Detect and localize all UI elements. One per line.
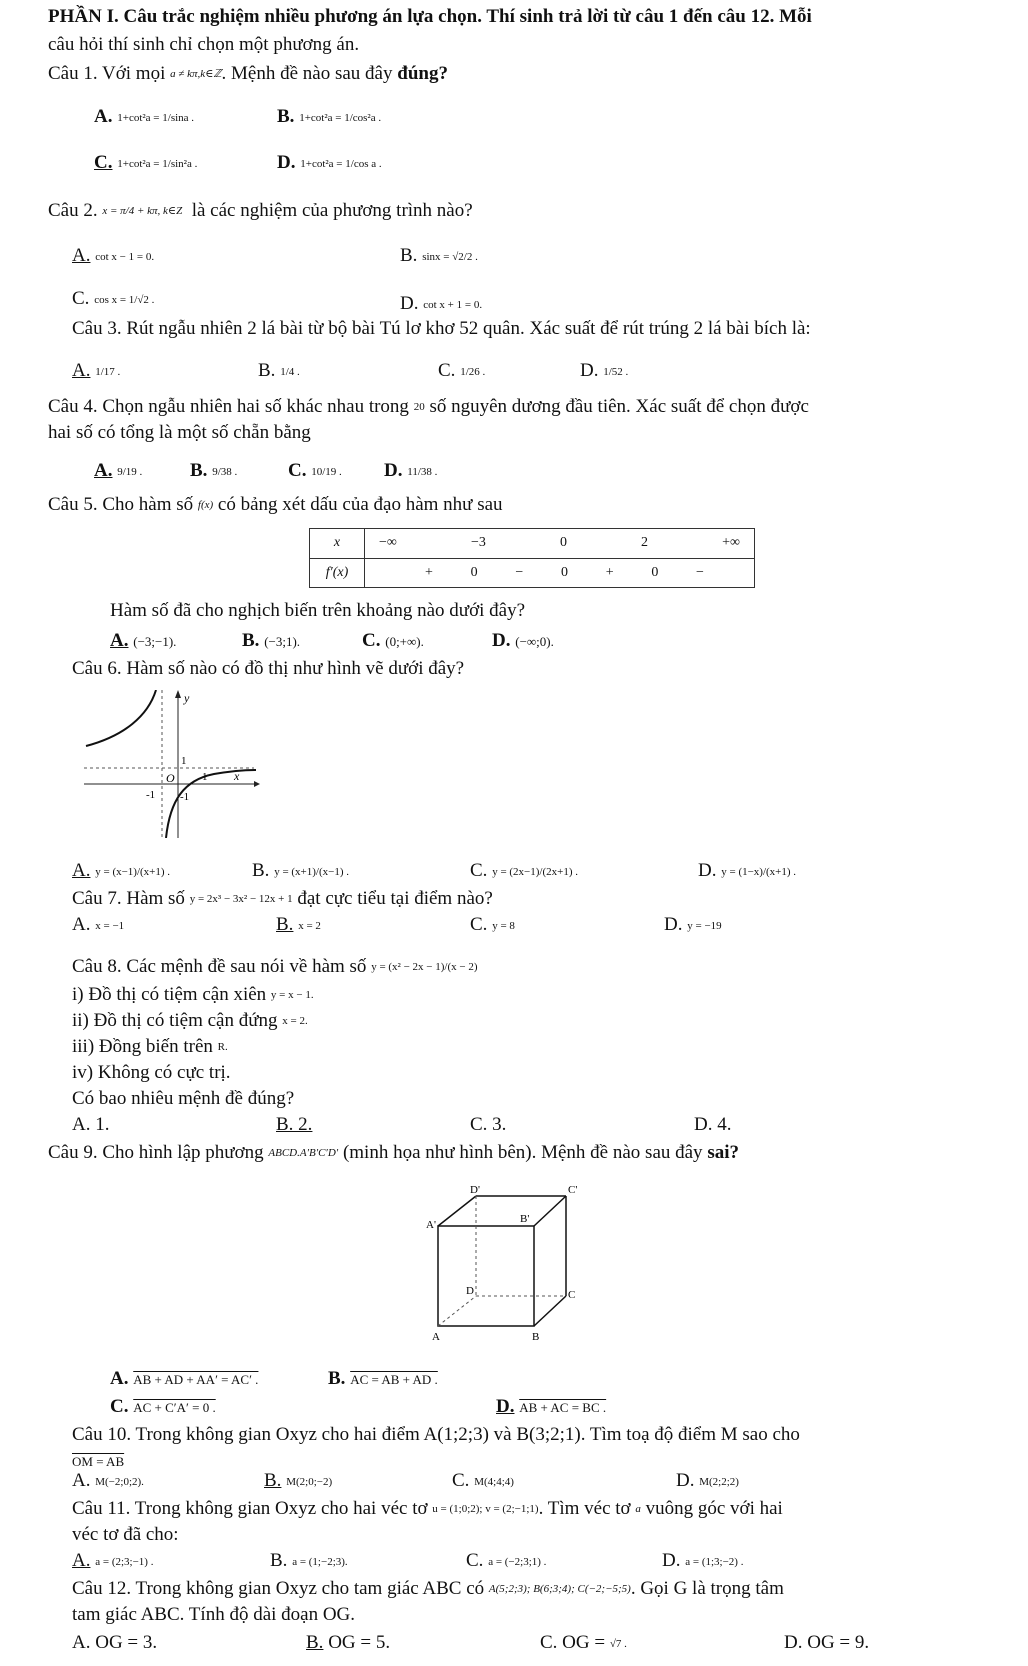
graph-branch-right (166, 770, 256, 838)
q11-stem: Câu 11. Trong không gian Oxyz cho hai véc tơ u = (1;0;2); v = (2;−1;1). Tìm véc tơ a vuông góc với hai (72, 1498, 783, 1519)
cube-front-face (438, 1226, 534, 1326)
q7-option-d[interactable]: D. y = −19 (664, 914, 722, 935)
q6-graph (84, 690, 260, 838)
q4-option-c[interactable]: C. 10/19 . (288, 460, 342, 481)
q8-statement-ii: ii) Đồ thị có tiệm cận đứng x = 2. (72, 1010, 308, 1031)
q8-ask: Có bao nhiêu mệnh đề đúng? (72, 1088, 295, 1109)
graph-branch-left (86, 690, 156, 746)
q2-option-b[interactable]: B. sinx = √2/2 . (400, 245, 478, 266)
graph-y-label: y (184, 691, 190, 705)
q8-stem: Câu 8. Các mệnh đề sau nói về hàm số y = (x² − 2x − 1)/(x − 2) (72, 956, 478, 977)
q6-option-d[interactable]: D. y = (1−x)/(x+1) . (698, 860, 797, 881)
part-title-2: câu hỏi thí sinh chỉ chọn một phương án. (48, 34, 360, 55)
q2-option-d[interactable]: D. cot x + 1 = 0. (400, 293, 483, 314)
cube-label-b: B (532, 1331, 540, 1343)
sign-table-x-values: −∞ −3 0 2 +∞ (365, 529, 755, 559)
q9-option-b[interactable]: B. AC = AB + AD . (328, 1368, 438, 1389)
q10-eq: OM = AB (72, 1453, 125, 1469)
cube-label-a1: A' (426, 1219, 436, 1231)
q1-option-d[interactable]: D. 1+cot²a = 1/cos a . (277, 152, 382, 173)
q2-option-a[interactable]: A. cot x − 1 = 0. (72, 245, 155, 266)
sign-table-f-header: f′(x) (310, 558, 365, 588)
q5-question: Hàm số đã cho nghịch biến trên khoảng nào dưới đây? (110, 600, 526, 621)
part-title: PHẦN I. Câu trắc nghiệm nhiều phương án lựa chọn. Thí sinh trả lời từ câu 1 đến câu 12. Mỗi (48, 6, 812, 27)
q8-statement-iv: iv) Không có cực trị. (72, 1062, 231, 1083)
sign-table (309, 528, 755, 588)
q8-option-d[interactable]: D. 4. (694, 1114, 732, 1135)
graph-origin-label: O (166, 771, 175, 785)
q11-option-d[interactable]: D. a = (1;3;−2) . (662, 1550, 744, 1571)
q10-option-d[interactable]: D. M(2;2;2) (676, 1470, 739, 1491)
q10-option-c[interactable]: C. M(4;4;4) (452, 1470, 514, 1491)
q8-option-b[interactable]: B. 2. (276, 1114, 313, 1135)
cube-label-b1: B' (520, 1213, 530, 1225)
q7-stem: Câu 7. Hàm số y = 2x³ − 3x² − 12x + 1 đạt cực tiểu tại điểm nào? (72, 888, 493, 909)
q11-option-a[interactable]: A. a = (2;3;−1) . (72, 1550, 154, 1571)
q1-option-b[interactable]: B. 1+cot²a = 1/cos²a . (277, 106, 382, 127)
q5-option-a[interactable]: A. (−3;−1). (110, 630, 177, 651)
q4-option-d[interactable]: D. 11/38 . (384, 460, 438, 481)
q5-option-b[interactable]: B. (−3;1). (242, 630, 301, 651)
q9-stem: Câu 9. Cho hình lập phương ABCD.A′B′C′D′ (minh họa như hình bên). Mệnh đề nào sau đây sai? (48, 1142, 739, 1163)
q2-option-c[interactable]: C. cos x = 1/√2 . (72, 288, 155, 309)
q12-stem: Câu 12. Trong không gian Oxyz cho tam giác ABC có A(5;2;3); B(6;3;4); C(−2;−5;5). Gọi G là trọng tâm (72, 1578, 784, 1599)
q12-stem-2: tam giác ABC. Tính độ dài đoạn OG. (72, 1604, 356, 1625)
q12-option-a[interactable]: A. OG = 3. (72, 1632, 158, 1653)
q4-stem: Câu 4. Chọn ngẫu nhiên hai số khác nhau trong 20 số nguyên dương đầu tiên. Xác suất để chọn được (48, 396, 809, 417)
graph-x-neg-one-label: -1 (146, 789, 156, 801)
q3-option-c[interactable]: C. 1/26 . (438, 360, 486, 381)
q10-option-b[interactable]: B. M(2;0;−2) (264, 1470, 333, 1491)
q4-stem-2: hai số có tổng là một số chẵn bằng (48, 422, 311, 443)
q5-option-c[interactable]: C. (0;+∞). (362, 630, 424, 651)
q8-statement-iii: iii) Đồng biến trên R. (72, 1036, 228, 1057)
q8-option-c[interactable]: C. 3. (470, 1114, 507, 1135)
graph-y-neg-one-label: -1 (180, 791, 190, 803)
graph-x-label: x (234, 769, 240, 783)
q8-option-a[interactable]: A. 1. (72, 1114, 110, 1135)
q5-stem: Câu 5. Cho hàm số f(x) có bảng xét dấu của đạo hàm như sau (48, 494, 503, 515)
sign-table-f-values: + 0 − 0 + 0 − (365, 558, 755, 588)
q6-option-b[interactable]: B. y = (x+1)/(x−1) . (252, 860, 350, 881)
cube-figure (420, 1184, 580, 1344)
q6-stem: Câu 6. Hàm số nào có đồ thị như hình vẽ dưới đây? (72, 658, 465, 679)
q2-stem: Câu 2. x = π/4 + kπ, k∈Z là các nghiệm của phương trình nào? (48, 200, 473, 221)
q1-option-a[interactable]: A. 1+cot²a = 1/sina . (94, 106, 195, 127)
q4-option-b[interactable]: B. 9/38 . (190, 460, 238, 481)
q1-option-c[interactable]: C. 1+cot²a = 1/sin²a . (94, 152, 198, 173)
q9-option-d[interactable]: D. AB + AC = BC . (496, 1396, 607, 1417)
q11-stem-2: véc tơ đã cho: (72, 1524, 179, 1545)
cube-label-c: C (568, 1289, 576, 1301)
q3-option-d[interactable]: D. 1/52 . (580, 360, 629, 381)
q7-option-a[interactable]: A. x = −1 (72, 914, 125, 935)
q10-option-a[interactable]: A. M(−2;0;2). (72, 1470, 144, 1491)
q5-option-d[interactable]: D. (−∞;0). (492, 630, 554, 651)
graph-y-one-label: 1 (181, 755, 187, 767)
q1-stem: Câu 1. Với mọi a ≠ kπ,k∈ℤ. Mệnh đề nào sau đây đúng? (48, 63, 448, 84)
q8-statement-i: i) Đồ thị có tiệm cận xiên y = x − 1. (72, 984, 314, 1005)
q3-option-b[interactable]: B. 1/4 . (258, 360, 300, 381)
q7-option-b[interactable]: B. x = 2 (276, 914, 321, 935)
q12-option-c[interactable]: C. OG = √7 . (540, 1632, 627, 1653)
q3-stem: Câu 3. Rút ngẫu nhiên 2 lá bài từ bộ bài Tú lơ khơ 52 quân. Xác suất để rút trúng 2 lá bài bích là: (72, 318, 811, 339)
q12-option-b[interactable]: B. OG = 5. (306, 1632, 391, 1653)
q6-option-a[interactable]: A. y = (x−1)/(x+1) . (72, 860, 171, 881)
q6-option-c[interactable]: C. y = (2x−1)/(2x+1) . (470, 860, 579, 881)
cube-label-d: D (466, 1285, 474, 1297)
graph-x-one-label: 1 (202, 771, 208, 783)
q11-option-c[interactable]: C. a = (−2;3;1) . (466, 1550, 547, 1571)
q10-stem: Câu 10. Trong không gian Oxyz cho hai điểm A(1;2;3) và B(3;2;1). Tìm toạ độ điểm M sao cho (72, 1424, 800, 1445)
q11-option-b[interactable]: B. a = (1;−2;3). (270, 1550, 348, 1571)
q12-option-d[interactable]: D. OG = 9. (784, 1632, 870, 1653)
cube-label-a: A (432, 1331, 440, 1343)
sign-table-x-header: x (310, 529, 365, 559)
q7-option-c[interactable]: C. y = 8 (470, 914, 515, 935)
q3-option-a[interactable]: A. 1/17 . (72, 360, 121, 381)
q9-option-a[interactable]: A. AB + AD + AA′ = AC′ . (110, 1368, 259, 1389)
cube-label-c1: C' (568, 1184, 578, 1196)
q9-option-c[interactable]: C. AC + C′A′ = 0 . (110, 1396, 216, 1417)
cube-label-d1: D' (470, 1184, 480, 1196)
q4-option-a[interactable]: A. 9/19 . (94, 460, 143, 481)
